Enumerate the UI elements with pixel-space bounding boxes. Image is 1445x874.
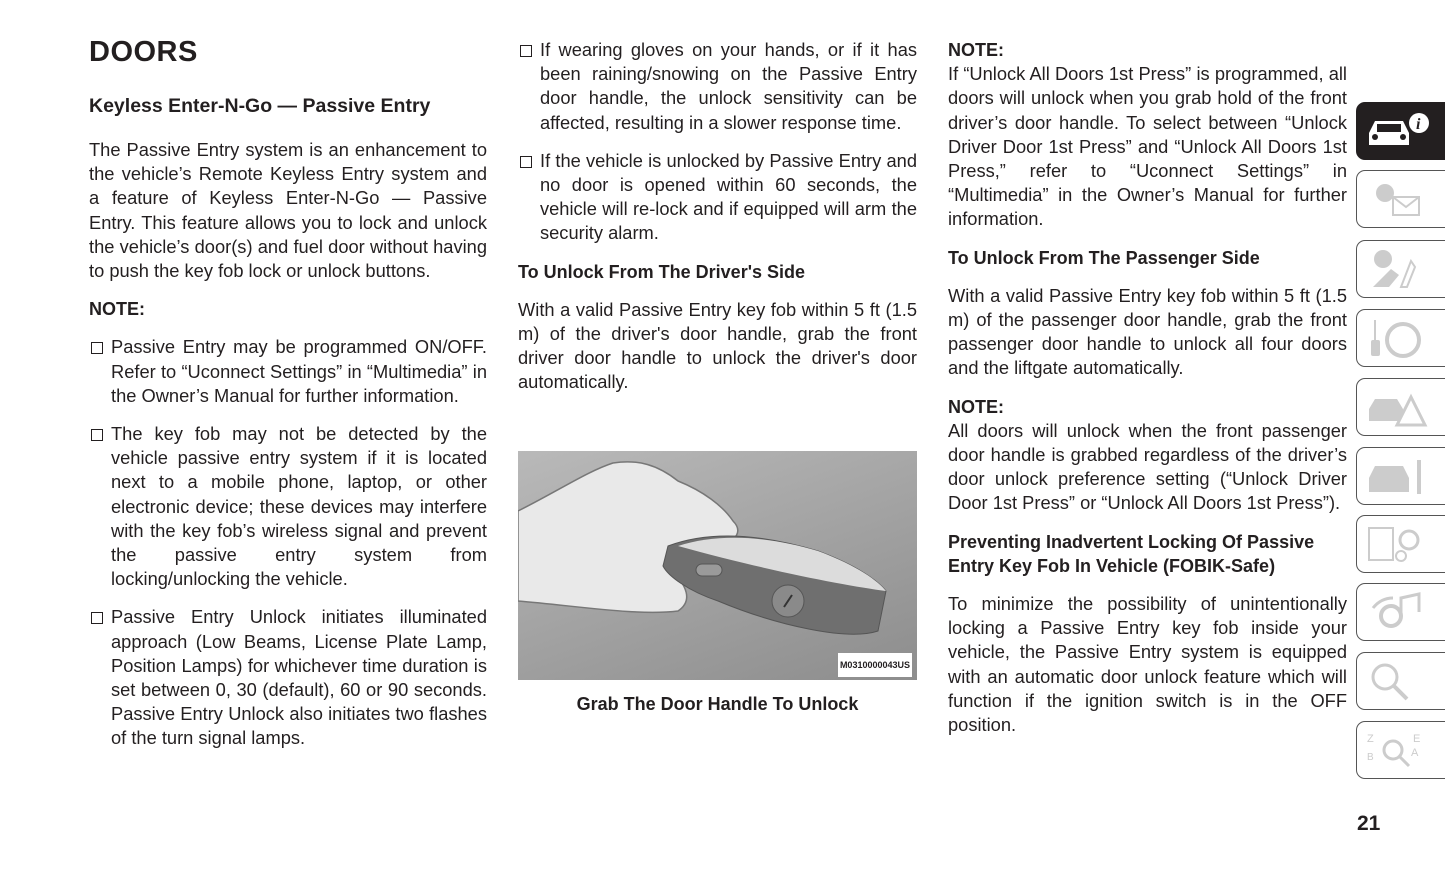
fobik-safe-paragraph: To minimize the possibility of unintentionally locking a Passive Entry key fob inside your vehicle, the Passive Entry system is equipped with an automatic door unlock feature which will function if the ignition switch is in the OFF position. bbox=[948, 593, 1347, 736]
page-title: DOORS bbox=[89, 36, 198, 68]
svg-text:B: B bbox=[1367, 752, 1374, 763]
figure-code: M0310000043US bbox=[838, 653, 912, 677]
tab-customer-assistance[interactable] bbox=[1356, 652, 1445, 710]
tab-technical-specifications[interactable] bbox=[1356, 515, 1445, 573]
search-icon bbox=[1363, 659, 1435, 703]
note-label: NOTE: bbox=[948, 40, 1004, 60]
door-handle-illustration bbox=[518, 451, 917, 680]
svg-text:A: A bbox=[1411, 747, 1419, 759]
drivers-side-paragraph: With a valid Passive Entry key fob within 5 ft (1.5 m) of the driver's door handle, grab the front driver door handle to unlock the driver's door automatically. bbox=[518, 298, 917, 393]
section-heading: Keyless Enter-N-Go — Passive Entry bbox=[89, 95, 431, 117]
tab-vehicle-info[interactable] bbox=[1356, 102, 1445, 160]
tab-lights-messages[interactable] bbox=[1356, 170, 1445, 228]
subheading-fobik-safe: Preventing Inadvertent Locking Of Passive Entry Key Fob In Vehicle (FOBIK-Safe) bbox=[948, 531, 1315, 576]
specs-gear-icon bbox=[1363, 522, 1435, 566]
svg-text:Z: Z bbox=[1367, 733, 1374, 745]
multimedia-icon bbox=[1363, 590, 1435, 634]
passenger-side-paragraph: With a valid Passive Entry key fob within 5 ft (1.5 m) of the passenger door handle, grab the front passenger door handle to unlock all four doors and the liftgate automatically. bbox=[948, 284, 1347, 379]
car-warning-icon bbox=[1363, 385, 1435, 429]
note-paragraph: All doors will unlock when the front passenger door handle is grabbed regardless of the driver’s door unlock preference setting (“Unlock Driver Door 1st Press” or “Unlock All Doors 1st Press”). bbox=[948, 419, 1347, 514]
tab-in-case-of-emergency[interactable] bbox=[1356, 378, 1445, 436]
note-label: NOTE: bbox=[948, 396, 1004, 417]
bullet-item: If the vehicle is unlocked by Passive Entry and no door is opened within 60 seconds, the vehicle will re-lock and if equipped will arm the security alarm. bbox=[518, 149, 917, 246]
note-paragraph: If “Unlock All Doors 1st Press” is programmed, all doors will unlock when you grab hold of the front driver’s door handle. To select between “Unlock Driver Door 1st Press” and “Unlock All Doors 1st Press,” refer to “Uconnect Settings” in “Multimedia” in the Owner’s Manual for further information. bbox=[948, 63, 1347, 230]
bullet-item: The key fob may not be detected by the vehicle passive entry system if it is located next to a mobile phone, laptop, or other electronic device; these devices may interfere with the key fob’s wireless signal and prevent the passive entry system from locking/unlocking the vehicle. bbox=[89, 422, 487, 591]
airbag-seat-icon bbox=[1363, 247, 1435, 291]
subheading-drivers-side: To Unlock From The Driver's Side bbox=[518, 261, 806, 282]
page-number: 21 bbox=[1357, 812, 1381, 835]
note-label: NOTE: bbox=[89, 299, 145, 320]
index-icon bbox=[1363, 728, 1435, 772]
intro-paragraph: The Passive Entry system is an enhancement to the vehicle’s Remote Keyless Entry system and a feature of Keyless Enter-N-Go — Passive Entry. This feature allows you to lock and unlock the vehicle’s door(s) and fuel door without having to push the key fob lock or unlock buttons. bbox=[89, 139, 487, 282]
hand-grabbing-handle-image bbox=[518, 451, 917, 680]
tab-multimedia[interactable] bbox=[1356, 583, 1445, 641]
key-steering-icon bbox=[1363, 316, 1435, 360]
bullet-item: If wearing gloves on your hands, or if it has been raining/snowing on the Passive Entry door handle, the unlock sensitivity can be affected, resulting in a slower response time. bbox=[518, 38, 917, 135]
svg-text:E: E bbox=[1413, 733, 1421, 745]
figure-caption: Grab The Door Handle To Unlock bbox=[576, 694, 859, 714]
tab-servicing-maintenance[interactable] bbox=[1356, 447, 1445, 505]
car-info-icon bbox=[1363, 109, 1435, 153]
bullet-item: Passive Entry may be programmed ON/OFF. Refer to “Uconnect Settings” in “Multimedia” in the Owner’s Manual for further information. bbox=[89, 335, 487, 408]
subheading-passenger-side: To Unlock From The Passenger Side bbox=[948, 247, 1260, 268]
car-wrench-icon bbox=[1363, 454, 1435, 498]
svg-text:i: i bbox=[1416, 116, 1421, 133]
tab-starting-operating[interactable] bbox=[1356, 309, 1445, 367]
tab-safety[interactable] bbox=[1356, 240, 1445, 298]
tab-index[interactable] bbox=[1356, 721, 1445, 779]
lights-message-icon bbox=[1363, 177, 1435, 221]
bullet-item: Passive Entry Unlock initiates illuminated approach (Low Beams, License Plate Lamp, Position Lamps) for whichever time duration is set between 0, 30 (default), 60 or 90 seconds. Passive Entry Unlock also initiates two flashes of the turn signal lamps. bbox=[89, 605, 487, 750]
